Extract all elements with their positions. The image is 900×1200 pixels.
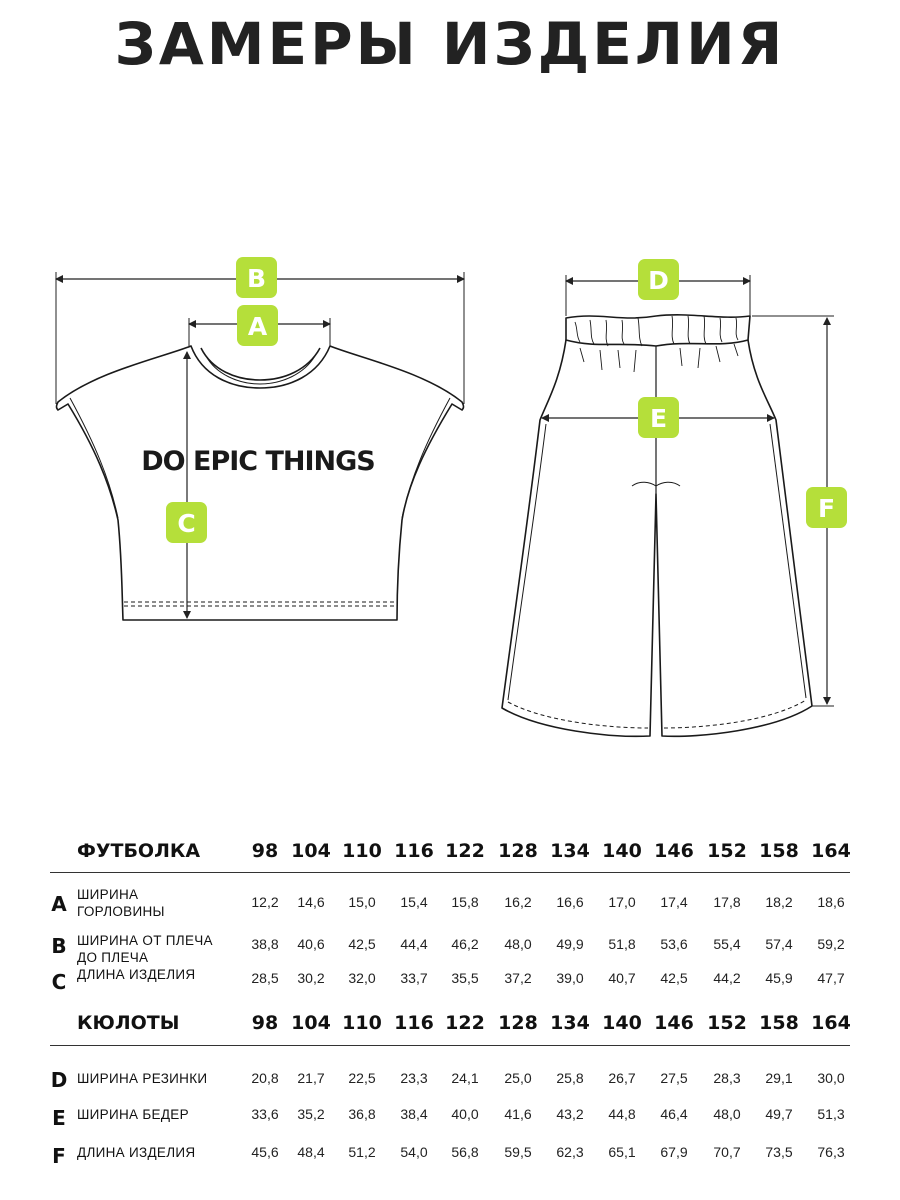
label-badge-a — [237, 305, 278, 346]
tshirt-section-title: ФУТБОЛКА — [77, 840, 201, 862]
table-cell: 29,1 — [765, 1070, 793, 1086]
svg-text:E: E — [649, 404, 668, 433]
svg-text:D: D — [648, 266, 669, 295]
table-cell: 26,7 — [608, 1070, 636, 1086]
table-cell: 44,8 — [608, 1106, 636, 1122]
row-label — [77, 886, 247, 920]
svg-text:F: F — [817, 494, 836, 523]
row-label-line: ДЛИНА ИЗДЕЛИЯ — [77, 967, 196, 982]
table-cell: 51,3 — [817, 1106, 845, 1122]
table-cell: 22,5 — [348, 1070, 376, 1086]
table-cell: 42,5 — [348, 936, 376, 952]
row-label — [77, 1070, 247, 1087]
row-label-line: ДО ПЛЕЧА — [77, 950, 149, 965]
table-cell: 51,2 — [348, 1144, 376, 1160]
table-cell: 38,8 — [251, 936, 279, 952]
tshirt-header-row — [0, 836, 900, 870]
table-cell: 39,0 — [556, 970, 584, 986]
table-cell: 62,3 — [556, 1144, 584, 1160]
size-header: 104 — [291, 1012, 331, 1034]
row-letter: C — [51, 970, 67, 994]
table-cell: 24,1 — [451, 1070, 479, 1086]
table-cell: 53,6 — [660, 936, 688, 952]
table-cell: 33,6 — [251, 1106, 279, 1122]
table-cell: 15,4 — [400, 894, 428, 910]
size-header: 146 — [654, 1012, 694, 1034]
table-cell: 15,8 — [451, 894, 479, 910]
table-cell: 25,8 — [556, 1070, 584, 1086]
row-label — [77, 932, 247, 966]
culottes-header-row — [0, 1008, 900, 1042]
table-cell: 70,7 — [713, 1144, 741, 1160]
label-badge-e — [638, 397, 679, 438]
table-cell: 37,2 — [504, 970, 532, 986]
table-cell: 20,8 — [251, 1070, 279, 1086]
tshirt-body — [57, 346, 464, 620]
table-cell: 30,0 — [817, 1070, 845, 1086]
table-cell: 28,5 — [251, 970, 279, 986]
row-label — [77, 1106, 247, 1123]
table-cell: 44,2 — [713, 970, 741, 986]
row-label-line: ГОРЛОВИНЫ — [77, 904, 165, 919]
table-cell: 48,0 — [713, 1106, 741, 1122]
size-header: 122 — [445, 840, 485, 862]
page-title: ЗАМЕРЫ ИЗДЕЛИЯ — [114, 10, 786, 78]
label-badge-c — [166, 502, 207, 543]
table-cell: 42,5 — [660, 970, 688, 986]
table-cell: 48,4 — [297, 1144, 325, 1160]
table-cell: 18,2 — [765, 894, 793, 910]
table-cell: 40,0 — [451, 1106, 479, 1122]
size-header: 164 — [811, 1012, 851, 1034]
size-header: 164 — [811, 840, 851, 862]
table-cell: 23,3 — [400, 1070, 428, 1086]
table-cell: 48,0 — [504, 936, 532, 952]
tshirt-drawing — [57, 346, 464, 620]
culottes-section-title: КЮЛОТЫ — [77, 1012, 180, 1034]
svg-text:A: A — [247, 312, 268, 341]
table-cell: 55,4 — [713, 936, 741, 952]
table-cell: 18,6 — [817, 894, 845, 910]
row-label-line: ШИРИНА — [77, 887, 139, 902]
table-cell: 35,5 — [451, 970, 479, 986]
divider — [50, 872, 850, 873]
size-header: 128 — [498, 840, 538, 862]
row-label — [77, 1144, 247, 1161]
row-letter: D — [50, 1068, 68, 1092]
svg-text:C: C — [177, 509, 196, 538]
label-badge-b — [236, 257, 277, 298]
table-cell: 59,5 — [504, 1144, 532, 1160]
table-cell: 57,4 — [765, 936, 793, 952]
table-cell: 51,8 — [608, 936, 636, 952]
row-label-line: ШИРИНА БЕДЕР — [77, 1107, 189, 1122]
label-badge-f — [806, 487, 847, 528]
table-cell: 45,6 — [251, 1144, 279, 1160]
table-cell: 27,5 — [660, 1070, 688, 1086]
row-letter: E — [52, 1106, 66, 1130]
table-cell: 17,0 — [608, 894, 636, 910]
table-cell: 30,2 — [297, 970, 325, 986]
table-cell: 36,8 — [348, 1106, 376, 1122]
culottes-waistband — [566, 315, 750, 346]
row-label-line: ШИРИНА ОТ ПЛЕЧА — [77, 933, 213, 948]
size-header: 98 — [251, 1012, 279, 1034]
table-cell: 16,2 — [504, 894, 532, 910]
table-cell: 76,3 — [817, 1144, 845, 1160]
culottes-drawing — [502, 315, 812, 736]
table-cell: 54,0 — [400, 1144, 428, 1160]
size-header: 146 — [654, 840, 694, 862]
table-cell: 46,4 — [660, 1106, 688, 1122]
table-cell: 38,4 — [400, 1106, 428, 1122]
table-cell: 40,7 — [608, 970, 636, 986]
size-header: 110 — [342, 840, 382, 862]
row-label — [77, 966, 247, 983]
table-cell: 17,8 — [713, 894, 741, 910]
table-cell: 33,7 — [400, 970, 428, 986]
size-header: 128 — [498, 1012, 538, 1034]
size-header: 116 — [394, 840, 434, 862]
size-header: 116 — [394, 1012, 434, 1034]
table-cell: 56,8 — [451, 1144, 479, 1160]
size-header: 110 — [342, 1012, 382, 1034]
table-cell: 67,9 — [660, 1144, 688, 1160]
label-badge-d — [638, 259, 679, 300]
size-header: 158 — [759, 1012, 799, 1034]
tshirt-neckband — [201, 348, 320, 380]
table-cell: 12,2 — [251, 894, 279, 910]
size-header: 152 — [707, 840, 747, 862]
table-cell: 43,2 — [556, 1106, 584, 1122]
table-cell: 28,3 — [713, 1070, 741, 1086]
table-cell: 40,6 — [297, 936, 325, 952]
table-cell: 14,6 — [297, 894, 325, 910]
divider — [50, 1045, 850, 1046]
size-header: 98 — [251, 840, 279, 862]
size-header: 122 — [445, 1012, 485, 1034]
table-cell: 59,2 — [817, 936, 845, 952]
row-letter: F — [52, 1144, 66, 1168]
size-header: 104 — [291, 840, 331, 862]
row-letter: A — [51, 892, 67, 916]
table-cell: 41,6 — [504, 1106, 532, 1122]
table-cell: 17,4 — [660, 894, 688, 910]
table-cell: 46,2 — [451, 936, 479, 952]
table-cell: 47,7 — [817, 970, 845, 986]
size-header: 140 — [602, 1012, 642, 1034]
table-cell: 15,0 — [348, 894, 376, 910]
table-cell: 21,7 — [297, 1070, 325, 1086]
size-header: 158 — [759, 840, 799, 862]
size-header: 152 — [707, 1012, 747, 1034]
row-label-line: ШИРИНА РЕЗИНКИ — [77, 1071, 208, 1086]
tshirt-print-text: DO EPIC THINGS — [141, 446, 375, 477]
row-label-line: ДЛИНА ИЗДЕЛИЯ — [77, 1145, 196, 1160]
table-cell: 35,2 — [297, 1106, 325, 1122]
svg-text:B: B — [246, 264, 267, 293]
table-cell: 73,5 — [765, 1144, 793, 1160]
table-cell: 44,4 — [400, 936, 428, 952]
table-cell: 65,1 — [608, 1144, 636, 1160]
table-cell: 25,0 — [504, 1070, 532, 1086]
table-cell: 32,0 — [348, 970, 376, 986]
table-cell: 49,9 — [556, 936, 584, 952]
size-header: 134 — [550, 1012, 590, 1034]
table-cell: 16,6 — [556, 894, 584, 910]
size-header: 140 — [602, 840, 642, 862]
size-header: 134 — [550, 840, 590, 862]
table-cell: 49,7 — [765, 1106, 793, 1122]
row-letter: B — [51, 934, 67, 958]
table-cell: 45,9 — [765, 970, 793, 986]
